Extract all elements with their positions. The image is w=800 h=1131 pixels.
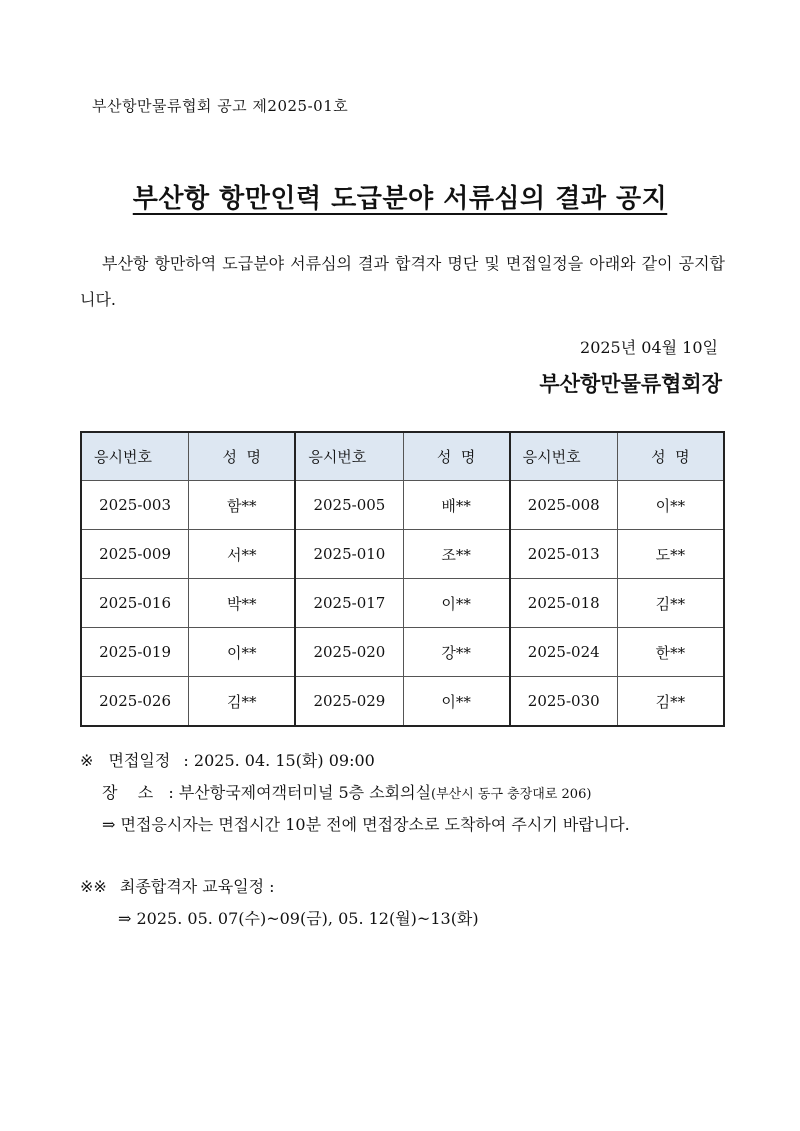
interview-instruction: ⇒ 면접응시자는 면접시간 10분 전에 면접장소로 도착하여 주시기 바랍니다.: [102, 815, 630, 834]
table-header-row: [81, 432, 724, 481]
interview-place-line: [102, 780, 591, 803]
candidate-name-cell: 김**: [189, 677, 296, 727]
header-name: 성 명: [403, 432, 510, 481]
candidate-name-cell: 한**: [617, 628, 724, 677]
candidate-name-cell: 이**: [403, 677, 510, 727]
exam-number-cell: 2025-019: [81, 628, 189, 677]
candidate-name-cell: 강**: [403, 628, 510, 677]
exam-number-cell: 2025-018: [510, 579, 618, 628]
exam-number-cell: 2025-030: [510, 677, 618, 727]
exam-number-cell: 2025-024: [510, 628, 618, 677]
issuer-name: 부산항만물류협회장: [539, 372, 722, 396]
exam-number-cell: 2025-009: [81, 530, 189, 579]
education-schedule-line: [80, 874, 275, 897]
reference-mark: ※: [80, 751, 94, 770]
candidate-name-cell: 박**: [189, 579, 296, 628]
place-address: (부산시 동구 충장대로 206): [431, 787, 592, 802]
candidate-name-cell: 김**: [617, 579, 724, 628]
table-row: [81, 628, 724, 677]
exam-number-cell: 2025-005: [295, 481, 403, 530]
candidate-name-cell: 조**: [403, 530, 510, 579]
header-exam-number: 응시번호: [295, 432, 403, 481]
page-title: 부산항 항만인력 도급분야 서류심의 결과 공지: [132, 184, 668, 214]
exam-number-cell: 2025-017: [295, 579, 403, 628]
interview-datetime: : 2025. 04. 15(화) 09:00: [183, 751, 375, 770]
candidate-name-cell: 김**: [617, 677, 724, 727]
exam-number-cell: 2025-020: [295, 628, 403, 677]
education-dates: ⇒ 2025. 05. 07(수)~09(금), 05. 12(월)~13(화): [118, 909, 479, 928]
candidate-name-cell: 함**: [189, 481, 296, 530]
results-table: [80, 431, 725, 727]
exam-number-cell: 2025-013: [510, 530, 618, 579]
header-exam-number: 응시번호: [81, 432, 189, 481]
exam-number-cell: 2025-008: [510, 481, 618, 530]
candidate-name-cell: 이**: [403, 579, 510, 628]
reference-mark: ※※: [80, 877, 107, 896]
exam-number-cell: 2025-026: [81, 677, 189, 727]
header-name: 성 명: [617, 432, 724, 481]
interview-label: 면접일정: [108, 751, 171, 770]
header-exam-number: 응시번호: [510, 432, 618, 481]
table-row: [81, 677, 724, 727]
notice-date: 2025년 04월 10일: [580, 338, 718, 357]
document-number: 부산항만물류협회 공고 제2025-01호: [92, 97, 349, 115]
education-label: 최종합격자 교육일정 :: [119, 877, 275, 896]
table-row: [81, 481, 724, 530]
place-value: : 부산항국제여객터미널 5층 소회의실: [168, 783, 432, 802]
intro-paragraph: 부산항 항만하역 도급분야 서류심의 결과 합격자 명단 및 면접일정을 아래와 같이 공지합니다.: [80, 254, 725, 309]
table-row: [81, 530, 724, 579]
exam-number-cell: 2025-029: [295, 677, 403, 727]
table-row: [81, 579, 724, 628]
exam-number-cell: 2025-016: [81, 579, 189, 628]
exam-number-cell: 2025-003: [81, 481, 189, 530]
interview-schedule-line: [80, 748, 375, 771]
candidate-name-cell: 이**: [617, 481, 724, 530]
place-label: 장 소: [102, 783, 154, 802]
candidate-name-cell: 배**: [403, 481, 510, 530]
candidate-name-cell: 이**: [189, 628, 296, 677]
candidate-name-cell: 도**: [617, 530, 724, 579]
header-name: 성 명: [189, 432, 296, 481]
candidate-name-cell: 서**: [189, 530, 296, 579]
exam-number-cell: 2025-010: [295, 530, 403, 579]
